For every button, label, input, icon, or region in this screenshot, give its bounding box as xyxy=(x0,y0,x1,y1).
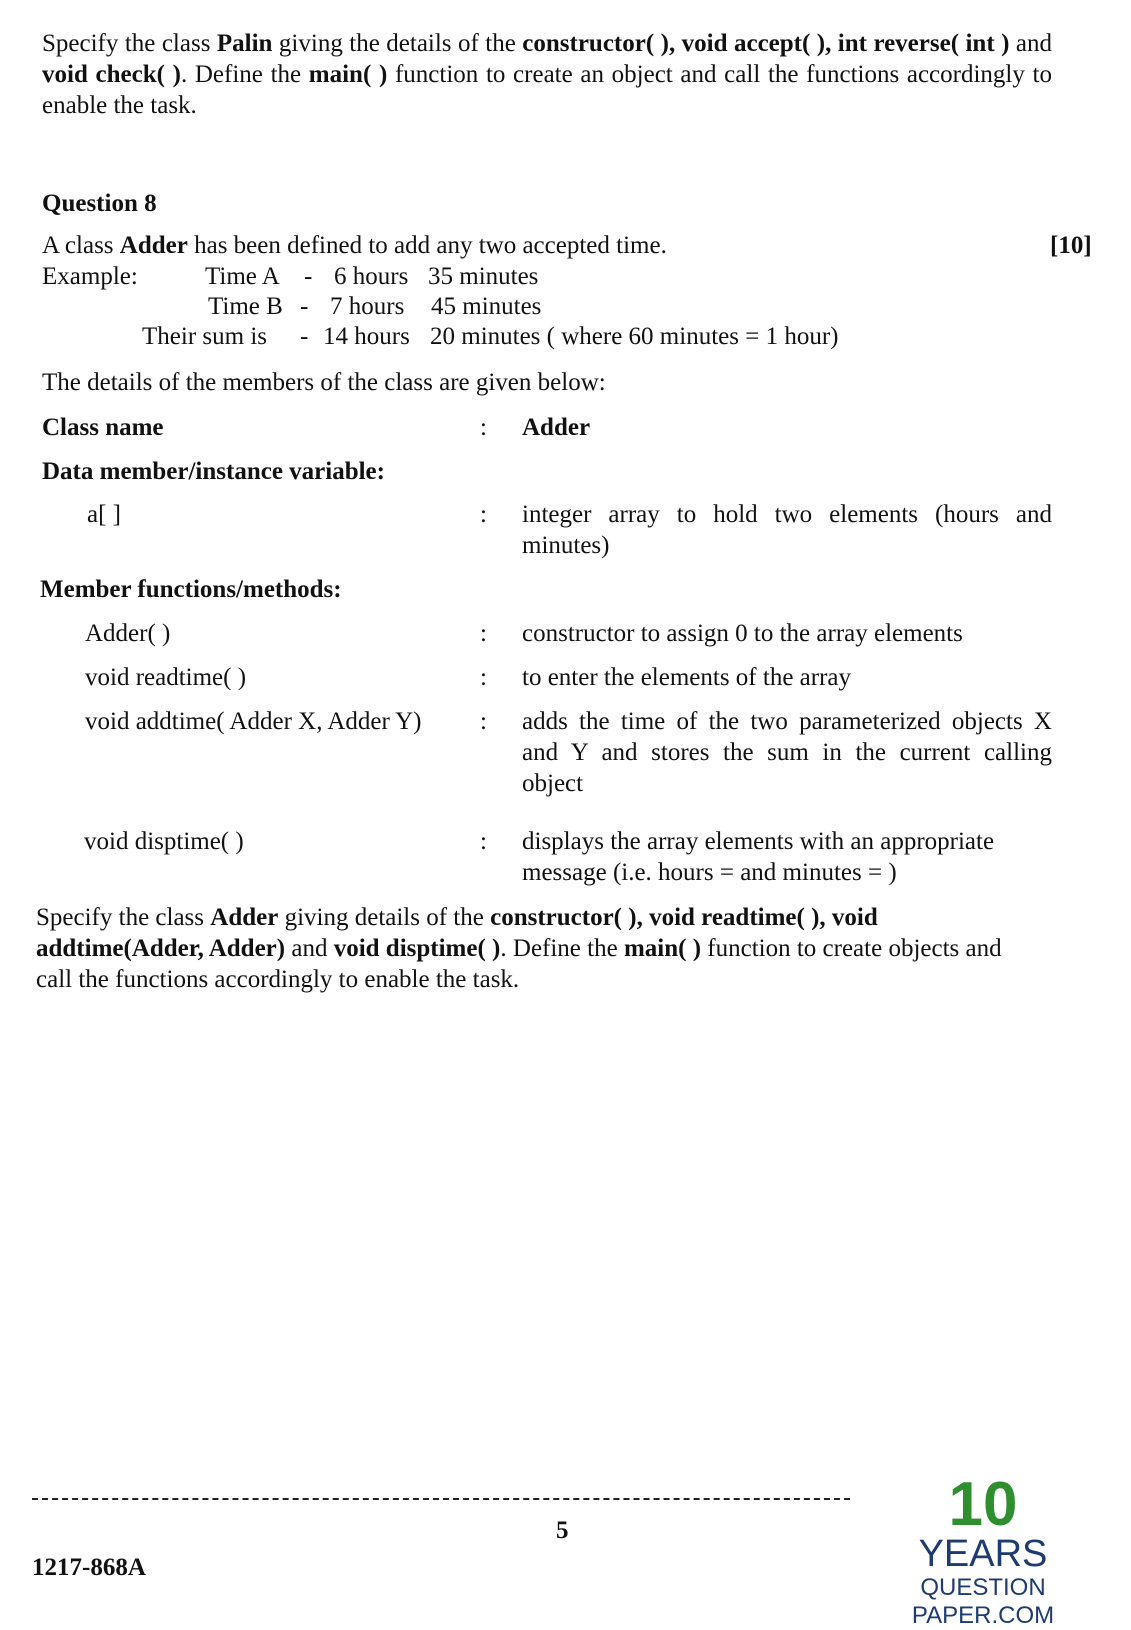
intro-class-name: Palin xyxy=(216,30,273,57)
logo-site: QUESTION PAPER.COM xyxy=(911,1574,1055,1629)
function-desc: adds the time of the two parameterized objects X and Y and stores the sum in the current calling object xyxy=(522,708,1052,797)
class-name-label: Class name xyxy=(42,414,164,441)
intro-text-2: giving the details of the xyxy=(272,30,523,57)
closing-paragraph xyxy=(36,902,1016,995)
example-minutes: 20 minutes ( where 60 minutes = 1 hour) xyxy=(430,323,839,350)
data-member-colon: : xyxy=(480,501,487,528)
function-desc: constructor to assign 0 to the array elements xyxy=(522,620,963,647)
data-members-heading: Data member/instance variable: xyxy=(42,458,385,485)
function-colon: : xyxy=(480,664,487,691)
page-number: 5 xyxy=(556,1517,569,1544)
function-colon: : xyxy=(480,708,487,735)
class-name-value: Adder xyxy=(522,414,591,441)
example-row xyxy=(205,261,280,292)
closing-text-2: giving details of the xyxy=(278,904,491,931)
intro-text-4: . Define the xyxy=(180,61,309,88)
example-dash: - xyxy=(300,323,309,350)
intro-text-3: and xyxy=(1009,30,1053,57)
closing-disptime: void disptime( ) xyxy=(333,935,501,962)
example-name: Time A xyxy=(205,263,280,290)
logo-number: 10 xyxy=(948,1470,1018,1539)
question-heading: Question 8 xyxy=(42,190,157,217)
intro-text-5: function to create an object and call the functions accordingly to enable the task. xyxy=(42,61,1052,119)
closing-text-4: . Define the xyxy=(500,935,624,962)
footer-divider xyxy=(32,1498,850,1500)
intro-methods: constructor( ), void accept( ), int reverse( int ) xyxy=(522,30,1010,57)
intro-paragraph xyxy=(42,28,1052,121)
example-minutes: 35 minutes xyxy=(428,263,539,290)
function-name: void addtime( Adder X, Adder Y) xyxy=(85,708,422,735)
question-class-name: Adder xyxy=(119,232,188,259)
function-name: void readtime( ) xyxy=(85,664,247,691)
example-hours: 7 hours xyxy=(330,293,405,320)
closing-class-name: Adder xyxy=(210,904,279,931)
marks-badge: [10] xyxy=(1050,232,1092,259)
data-member-name: a[ ] xyxy=(87,501,121,528)
example-row xyxy=(208,291,283,322)
example-name: Their sum is xyxy=(142,323,267,350)
function-colon: : xyxy=(480,828,487,855)
intro-check: void check( ) xyxy=(42,61,181,88)
closing-text-1: Specify the class xyxy=(36,904,211,931)
details-intro: The details of the members of the class are given below: xyxy=(42,369,606,396)
site-logo xyxy=(852,1470,1114,1630)
example-name: Time B xyxy=(208,293,283,320)
example-dash: - xyxy=(304,263,313,290)
function-desc: displays the array elements with an appropriate message (i.e. hours = and minutes = ) xyxy=(522,828,995,886)
function-name: Adder( ) xyxy=(85,620,171,647)
example-hours: 6 hours xyxy=(334,263,409,290)
example-hours: 14 hours xyxy=(323,323,410,350)
member-functions-heading: Member functions/methods: xyxy=(40,576,342,603)
question-statement xyxy=(42,230,667,261)
closing-text-3: and xyxy=(285,935,334,962)
function-name: void disptime( ) xyxy=(84,828,244,855)
class-name-colon: : xyxy=(480,414,487,441)
example-label: Example: xyxy=(42,263,138,290)
example-row xyxy=(142,321,267,352)
question-text-2: has been defined to add any two accepted time. xyxy=(187,232,667,259)
paper-code: 1217-868A xyxy=(32,1554,146,1581)
closing-methods: constructor( ), void readtime( ), void addtime(Adder, Adder) xyxy=(36,904,878,962)
example-dash: - xyxy=(300,293,309,320)
closing-main: main( ) xyxy=(623,935,702,962)
example-minutes: 45 minutes xyxy=(431,293,542,320)
question-text-1: A class xyxy=(42,232,120,259)
intro-text-1: Specify the class xyxy=(42,30,217,57)
function-colon: : xyxy=(480,620,487,647)
closing-text-5: function to create objects and call the functions accordingly to enable the task. xyxy=(36,935,1002,993)
logo-years: YEARS xyxy=(918,1533,1048,1575)
data-member-desc: integer array to hold two elements (hours and minutes) xyxy=(522,501,1052,559)
intro-main: main( ) xyxy=(308,61,388,88)
function-desc: to enter the elements of the array xyxy=(522,664,852,691)
